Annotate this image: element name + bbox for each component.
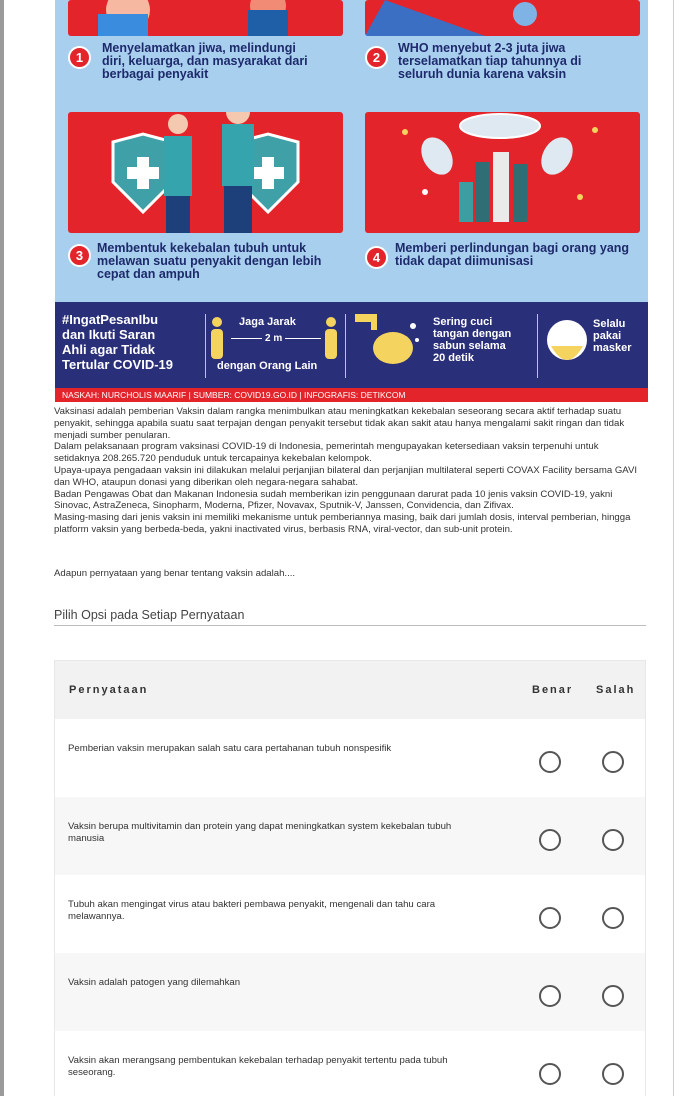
handwash-text — [433, 316, 511, 364]
celebration-illustration-icon — [365, 112, 640, 233]
radio-true[interactable] — [539, 1063, 561, 1085]
banner-hashtag: #IngatPesanIbu — [62, 312, 159, 327]
paragraph: Badan Pengawas Obat dan Makanan Indonesia sudah memberikan izin penggunaan darurat pada 10 jenis vaksin COVID-19, yakni Sinovac, AstraZeneca, Sinopharm, Moderna, Pfizer, Novavax, Sputnik-V, Janssen, Convidencia, dan Zifivax. — [54, 488, 613, 512]
banner-line-3: Ahli agar Tidak — [62, 342, 155, 357]
radio-true[interactable] — [539, 985, 561, 1007]
header-statement: Pernyataan — [69, 684, 149, 696]
mask-icon — [545, 316, 589, 372]
banner-campaign-text — [62, 312, 173, 372]
section-title: Pilih Opsi pada Setiap Pernyataan — [54, 608, 245, 622]
item-number-1: 1 — [68, 46, 91, 69]
distance-title: Jaga Jarak — [239, 316, 296, 328]
who-illustration-icon — [365, 0, 640, 36]
item-number-2: 2 — [365, 46, 388, 69]
statement-text: Pemberian vaksin merupakan salah satu cara pertahanan tubuh nonspesifik — [68, 743, 392, 754]
person-icon-right — [321, 316, 341, 366]
answer-table — [54, 660, 646, 1096]
banner-line-4: Tertular COVID-19 — [62, 357, 174, 372]
statement-text: Tubuh akan mengingat virus atau bakteri pembawa penyakit, mengenali dan tahu cara melawannya. — [68, 899, 436, 922]
mask-text — [593, 318, 632, 354]
paragraph: Vaksinasi adalah pemberian Vaksin dalam rangka menimbulkan atau meningkatkan kekebalan seseorang secara aktif terhadap suatu penyakit, sehingga apabila suatu saat terpajan dengan penyakit tersebut tidak akan sakit atau hanya mengalami sakit ringan dan tidak menjadi sumber penularan. — [54, 406, 625, 441]
window-frame-right — [673, 0, 674, 1096]
handwash-line-4: 20 detik — [433, 352, 474, 364]
paragraph: Masing-masing dari jenis vaksin ini memiliki mekanisme untuk pemberiannya masing, baik dari jumlah dosis, interval pemberian, hingga platform vaksin yang berbeda-beda, yakni inactivated virus, berbasis RNA, viral-vector, dan sub-unit protein. — [54, 512, 631, 535]
passage — [54, 406, 646, 536]
statement-text: Vaksin adalah patogen yang dilemahkan — [68, 977, 241, 988]
banner-divider-2 — [345, 314, 346, 378]
paragraph: Upaya-upaya pengadaan vaksin ini dilakukan melalui perjanjian bilateral dan perjanjian multilateral seperti COVAX Facility bersama GAVI dan WHO, ataupun donasi yang diberikan oleh negara-negara sahabat. — [54, 464, 638, 488]
illustration-family — [68, 0, 343, 36]
item-caption-1: Menyelamatkan jiwa, melindungi diri, keluarga, dan masyarakat dari berbagai penyakit — [102, 41, 308, 81]
statement-text: Vaksin berupa multivitamin dan protein yang dapat meningkatkan system kekebalan tubuh manusia — [68, 821, 452, 844]
radio-false[interactable] — [602, 751, 624, 773]
banner-divider — [205, 314, 206, 378]
banner-divider-3 — [537, 314, 538, 378]
handwash-line-1: Sering cuci — [433, 316, 493, 328]
table-row — [55, 719, 645, 797]
radio-false[interactable] — [602, 985, 624, 1007]
family-illustration-icon — [68, 0, 343, 36]
infographic-source: NASKAH: NURCHOLIS MAARIF | SUMBER: COVID19.GO.ID | INFOGRAFIS: DETIKCOM — [55, 388, 648, 402]
illustration-who — [365, 0, 640, 36]
handwash-line-3: sabun selama — [433, 340, 506, 352]
vaccine-infographic — [55, 0, 648, 402]
table-row — [55, 875, 645, 953]
item-number-4: 4 — [365, 246, 388, 269]
illustration-health-workers — [68, 112, 343, 233]
section-divider — [54, 625, 646, 626]
mask-line-1: Selalu — [593, 318, 626, 330]
header-true: Benar — [532, 684, 574, 696]
radio-true[interactable] — [539, 829, 561, 851]
mask-line-2: pakai — [593, 330, 622, 342]
statement-text: Vaksin akan merangsang pembentukan kekebalan terhadap penyakit tertentu pada tubuh seseorang. — [68, 1055, 448, 1078]
mask-line-3: masker — [593, 342, 632, 354]
question-prompt: Adapun pernyataan yang benar tentang vaksin adalah.... — [54, 568, 296, 579]
window-frame-left — [0, 0, 4, 1096]
distance-subtitle: dengan Orang Lain — [217, 360, 318, 372]
item-caption-3: Membentuk kekebalan tubuh untuk melawan suatu penyakit dengan lebih cepat dan ampuh — [97, 241, 322, 281]
radio-true[interactable] — [539, 907, 561, 929]
item-caption-4: Memberi perlindungan bagi orang yang tidak dapat diimunisasi — [395, 241, 630, 268]
radio-false[interactable] — [602, 907, 624, 929]
paragraph: Dalam pelaksanaan program vaksinasi COVID-19 di Indonesia, pemerintah mengupayakan ketersediaan vaksin terpenuhi untuk setidaknya 208.265.720 penduduk untuk tercapainya kekebalan kelompok. — [54, 441, 599, 465]
radio-false[interactable] — [602, 1063, 624, 1085]
table-row — [55, 797, 645, 875]
person-icon — [207, 316, 227, 366]
health-workers-illustration-icon — [68, 112, 343, 233]
banner-line-2: dan Ikuti Saran — [62, 327, 156, 342]
handwash-icon — [353, 312, 423, 372]
table-header — [55, 661, 645, 719]
radio-false[interactable] — [602, 829, 624, 851]
distance-value: 2 m — [262, 333, 285, 344]
item-number-3: 3 — [68, 244, 91, 267]
radio-true[interactable] — [539, 751, 561, 773]
item-caption-2: WHO menyebut 2-3 juta jiwa terselamatkan tiap tahunnya di seluruh dunia karena vaksin — [398, 41, 582, 81]
handwash-line-2: tangan dengan — [433, 328, 512, 340]
campaign-banner — [55, 302, 648, 388]
table-row — [55, 953, 645, 1031]
table-row — [55, 1031, 645, 1109]
header-false: Salah — [596, 684, 636, 696]
illustration-celebration — [365, 112, 640, 233]
